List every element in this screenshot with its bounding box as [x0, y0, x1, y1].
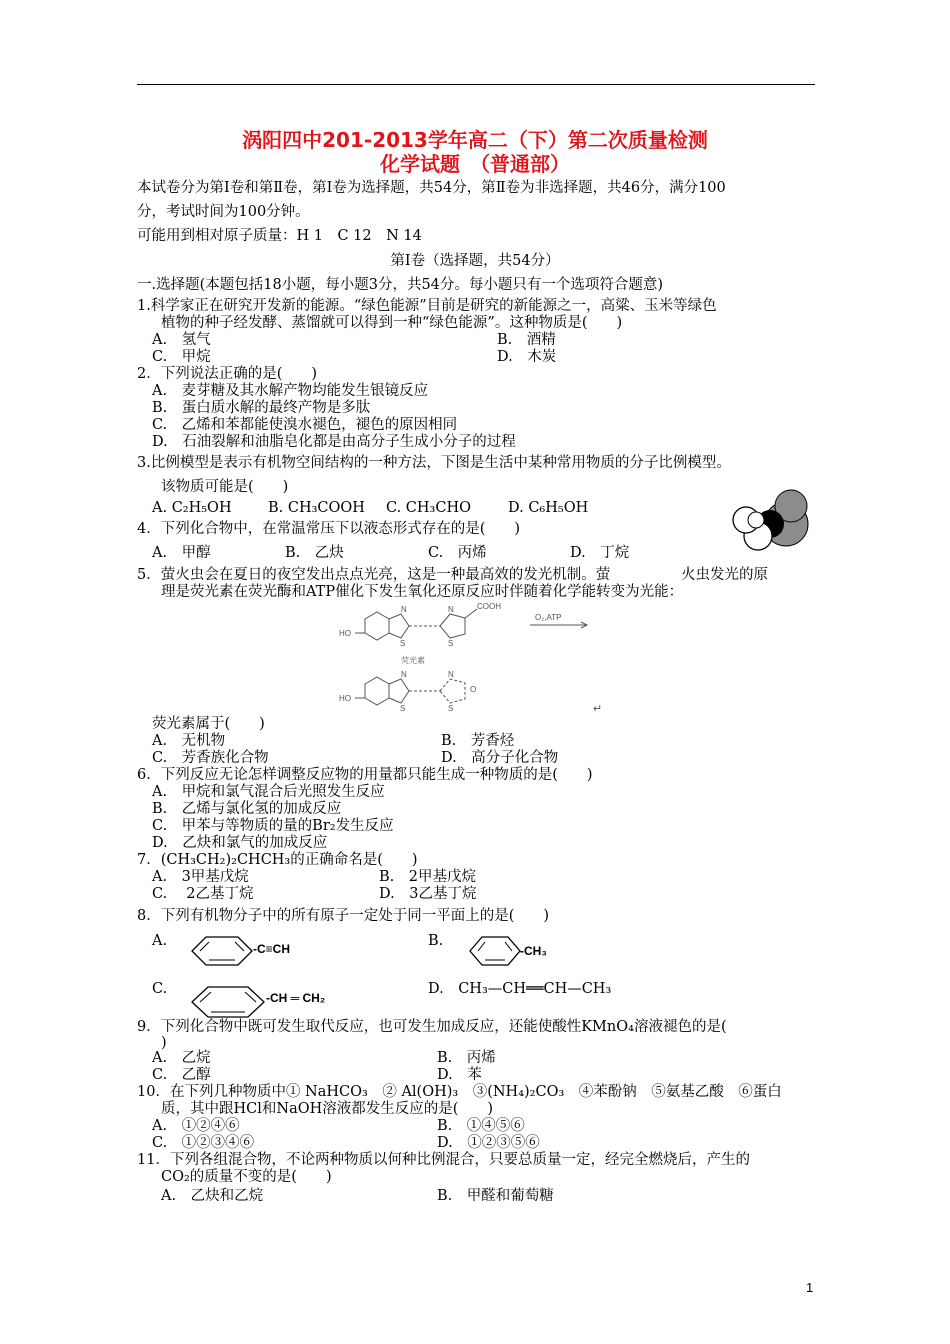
q2-stem: 2．下列说法正确的是( ) — [137, 366, 318, 382]
exam-title: 涡阳四中201-2013学年高二（下）第二次质量检测 — [242, 128, 708, 152]
q1-option-c: C. 甲烷 — [152, 349, 211, 365]
q1-option-a: A. 氢气 — [152, 332, 211, 348]
q4-option-b: B. 乙炔 — [285, 545, 344, 561]
q2-option-b: B. 蛋白质水解的最终产物是多肽 — [152, 400, 371, 416]
q3-option-d: D. C₆H₅OH — [508, 500, 589, 516]
q7-option-b: B. 2甲基戊烷 — [379, 869, 476, 885]
q8-b-group: -CH₃ — [520, 944, 547, 958]
q2-option-a: A. 麦芽糖及其水解产物均能发生银镜反应 — [152, 383, 429, 399]
q2-option-c: C. 乙烯和苯都能使溴水褪色，褪色的原因相同 — [152, 417, 458, 433]
q3-option-b: B. CH₃COOH — [268, 500, 365, 516]
q11-stem-1: 11．下列各组混合物，不论两种物质以何种比例混合，只要总质量一定，经完全燃烧后，产生的 — [137, 1152, 750, 1168]
fig-n-2: N — [448, 605, 454, 614]
q5-option-b: B. 芳香烃 — [441, 733, 515, 749]
q9-stem-1: 9．下列化合物中既可发生取代反应，也可发生加成反应，还能使酸性KMnO₄溶液褪色的是( — [137, 1019, 727, 1035]
q10-stem-1: 10．在下列几种物质中① NaHCO₃ ② Al(OH)₃ ③(NH₄)₂CO₃ ④苯酚钠 ⑤氨基乙酸 ⑥蛋白 — [137, 1084, 782, 1100]
q6-option-a: A. 甲烷和氯气混合后光照发生反应 — [152, 784, 385, 800]
q1-option-d: D. 木炭 — [497, 349, 557, 365]
q6-option-b: B. 乙烯与氯化氢的加成反应 — [152, 801, 342, 817]
fig-n-3: N — [401, 670, 407, 679]
q1-stem-1: 1.科学家正在研究开发新的能源。“绿色能源”目前是研究的新能源之一，高粱、玉米等绿色 — [137, 298, 717, 314]
q8-stem: 8．下列有机物分子中的所有原子一定处于同一平面上的是( ) — [137, 908, 550, 924]
header-rule — [137, 84, 815, 85]
intro-line-2: 分，考试时间为100分钟。 — [137, 204, 310, 220]
section-instructions: 一.选择题(本题包括18小题，每小题3分，共54分。每小题只有一个选项符合题意) — [137, 277, 664, 293]
q9-option-c: C. 乙醇 — [152, 1067, 211, 1083]
q3-option-a: A. C₂H₅OH — [152, 500, 232, 516]
q7-option-a: A. 3甲基戊烷 — [152, 869, 249, 885]
q1-stem-2: 植物的种子经发酵、蒸馏就可以得到一种“绿色能源”。这种物质是( ) — [161, 315, 623, 331]
benzene-ring-a — [190, 934, 254, 968]
fig-cooh: COOH — [477, 602, 501, 611]
fig-n-4: N — [448, 670, 454, 679]
q6-option-d: D. 乙炔和氯气的加成反应 — [152, 835, 328, 851]
page-number: 1 — [806, 1280, 814, 1295]
q8-option-a: A. — [152, 933, 168, 949]
q10-option-d: D. ①②③⑤⑥ — [437, 1135, 540, 1151]
benzene-ring-b — [468, 934, 522, 968]
q7-stem: 7．(CH₃CH₂)₂CHCH₃的正确命名是( ) — [137, 852, 418, 868]
q7-option-c: C. 2乙基丁烷 — [152, 886, 254, 902]
q5-option-a: A. 无机物 — [152, 733, 226, 749]
fig-ho-bottom: HO — [339, 694, 351, 703]
fig-s-2: S — [448, 639, 454, 648]
q4-option-a: A. 甲醇 — [152, 545, 211, 561]
q4-option-c: C. 丙烯 — [428, 545, 487, 561]
q5-stem-2: 理是荧光素在荧光酶和ATP催化下发生氧化还原反应时伴随着化学能转变为光能： — [161, 584, 684, 600]
q10-option-b: B. ①④⑤⑥ — [437, 1118, 525, 1134]
q1-option-b: B. 酒精 — [497, 332, 556, 348]
exam-subtitle: 化学试题 （普通部） — [380, 152, 570, 176]
q9-stem-2: ) — [161, 1035, 167, 1051]
q11-stem-2: CO₂的质量不变的是( ) — [161, 1169, 332, 1185]
fig-o: O — [470, 685, 477, 694]
q10-stem-2: 质，其中跟HCl和NaOH溶液都发生反应的是( ) — [161, 1101, 494, 1117]
q11-option-a: A. 乙炔和乙烷 — [161, 1188, 264, 1204]
q6-option-c: C. 甲苯与等物质的量的Br₂发生反应 — [152, 818, 394, 834]
q10-option-c: C. ①②③④⑥ — [152, 1135, 255, 1151]
q8-a-group: -C≡CH — [253, 942, 290, 956]
q9-option-a: A. 乙烷 — [152, 1050, 211, 1066]
section-heading: 第Ⅰ卷（选择题，共54分） — [390, 253, 560, 269]
q9-option-d: D. 苯 — [437, 1067, 482, 1083]
luciferin-reaction-figure — [325, 600, 615, 718]
fig-s-1: S — [400, 639, 406, 648]
q8-option-c: C. — [152, 981, 168, 997]
q3-option-c: C. CH₃CHO — [386, 500, 471, 516]
fig-ho-top: HO — [339, 629, 351, 638]
q3-stem-1: 3.比例模型是表示有机物空间结构的一种方法，下图是生活中某种常用物质的分子比例模型。 — [137, 455, 731, 471]
q5-stem-1a: 5．萤火虫会在夏日的夜空发出点点光亮，这是一种最高效的发光机制。萤 — [137, 567, 611, 583]
q6-stem: 6．下列反应无论怎样调整反应物的用量都只能生成一种物质的是( ) — [137, 767, 593, 783]
fig-caption: 荧光素 — [401, 656, 425, 665]
q3-stem-2: 该物质可能是( ) — [161, 479, 289, 495]
q10-option-a: A. ①②④⑥ — [152, 1118, 240, 1134]
fig-return-mark: ↵ — [593, 703, 603, 715]
q9-option-b: B. 丙烯 — [437, 1050, 496, 1066]
q5-stem-3: 荧光素属于( ) — [152, 716, 265, 732]
q2-option-d: D. 石油裂解和油脂皂化都是由高分子生成小分子的过程 — [152, 434, 516, 450]
fig-n-1: N — [401, 605, 407, 614]
intro-line-1: 本试卷分为第Ⅰ卷和第Ⅱ卷，第Ⅰ卷为选择题，共54分，第Ⅱ卷为非选择题，共46分，满分100 — [137, 180, 726, 196]
q4-option-d: D. 丁烷 — [570, 545, 630, 561]
q8-c-group: -CH ═ CH₂ — [266, 991, 326, 1005]
fig-s-4: S — [448, 704, 454, 713]
q8-option-d: D. CH₃—CH══CH—CH₃ — [428, 981, 612, 997]
q7-option-d: D. 3乙基丁烷 — [379, 886, 477, 902]
q5-stem-1b: 火虫发光的原 — [681, 567, 768, 583]
q8-option-b: B. — [428, 933, 444, 949]
benzene-ring-c — [190, 984, 266, 1020]
q4-stem: 4．下列化合物中，在常温常压下以液态形式存在的是( ) — [137, 521, 521, 537]
atomic-masses: 可能用到相对原子质量：H 1 C 12 N 14 — [137, 228, 422, 244]
fig-s-3: S — [400, 704, 406, 713]
q11-option-b: B. 甲醛和葡萄糖 — [437, 1188, 554, 1204]
q5-option-d: D. 高分子化合物 — [441, 750, 559, 766]
q5-option-c: C. 芳香族化合物 — [152, 750, 269, 766]
fig-arrow-label: O₂,ATP — [535, 613, 562, 622]
molecule-model-image — [716, 484, 816, 556]
